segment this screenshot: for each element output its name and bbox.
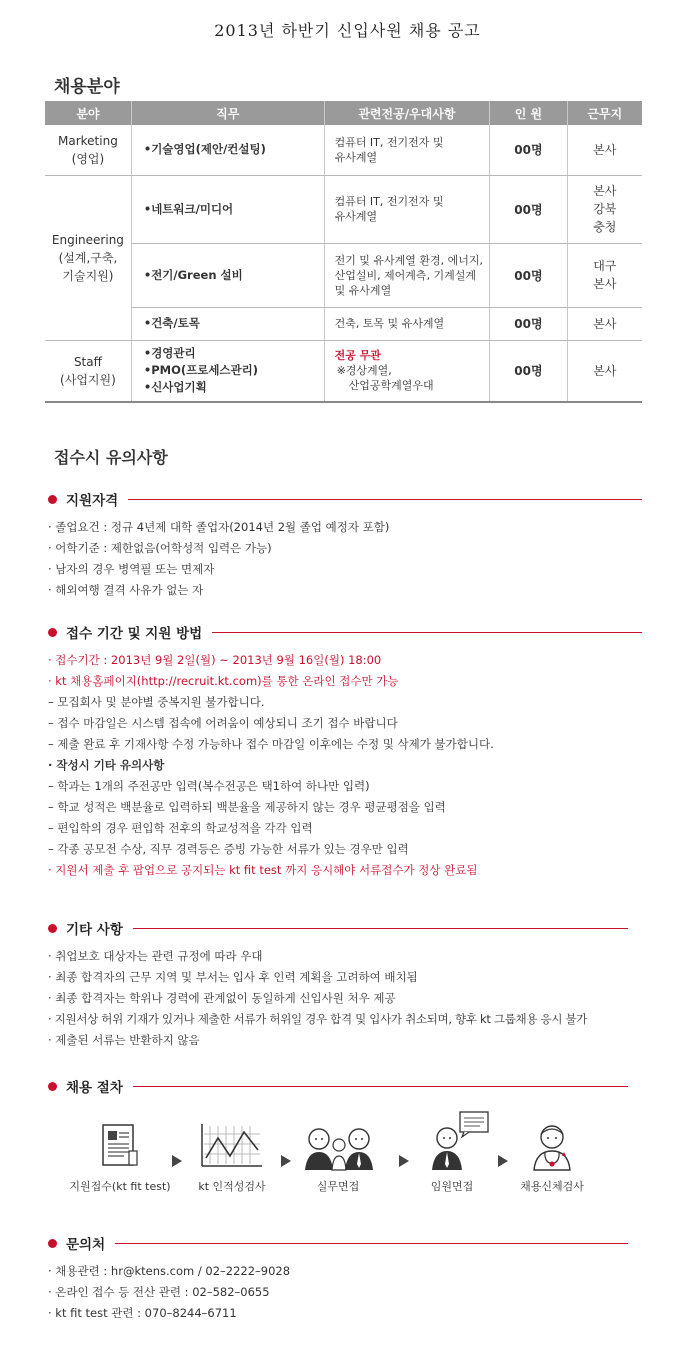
bullet-dot-icon [48, 495, 57, 504]
major-line: 전기 및 유사계열 환경, 에너지, [334, 253, 484, 267]
dept-sub: (사업지원) [60, 372, 116, 387]
job-cell [131, 340, 324, 402]
dept-cell [45, 340, 131, 402]
dept-cell [45, 125, 131, 175]
dept-sub: 기술지원) [62, 268, 114, 283]
count-cell: 00명 [490, 125, 567, 175]
final-note: · 지원서 제출 후 팝업으로 공지되는 kt fit test 까지 응시해야 서류접수가 정상 완료됨 [48, 863, 478, 877]
list-item: · 온라인 접수 등 전산 관련 : 02–582–0655 [48, 1285, 270, 1299]
count-cell: 00명 [490, 340, 567, 402]
location-line: 강북 [593, 202, 617, 216]
step-label: kt 인적성검사 [198, 1180, 266, 1193]
dept-cell [45, 175, 131, 340]
section-divider [133, 928, 628, 929]
step-label: 실무면접 [316, 1180, 360, 1193]
application-period: · 접수기간 : 2013년 9월 2일(월) ~ 2013년 9월 16일(월) 18:00 [48, 653, 382, 667]
list-item: · 최종 합격자는 학위나 경력에 관계없이 동일하게 신입사원 처우 제공 [48, 991, 396, 1005]
table-header-row [45, 101, 642, 125]
job-line: •PMO(프로세스관리) [143, 363, 259, 378]
location-cell: 본사 [567, 125, 642, 175]
location-line: 본사 [593, 277, 617, 291]
major-cell [324, 340, 490, 402]
count-cell: 00명 [490, 243, 567, 307]
arrow-right-icon [399, 1155, 409, 1167]
chart-icon [198, 1122, 264, 1170]
section-title: 문의처 [66, 1237, 106, 1253]
dept-name: Marketing [58, 133, 118, 148]
section-title: 기타 사항 [66, 922, 123, 938]
step-label: 채용신체검사 [520, 1180, 584, 1193]
section-title: 지원자격 [66, 493, 119, 509]
location-line: 충청 [593, 220, 617, 234]
count-cell: 00명 [490, 175, 567, 243]
arrow-right-icon [172, 1155, 182, 1167]
notes-heading: 접수시 유의사항 [54, 448, 168, 467]
positions-table [45, 101, 642, 403]
major-cell [324, 175, 490, 243]
col-header-major: 관련전공/우대사항 [324, 101, 490, 125]
col-header-count: 인 원 [490, 101, 567, 125]
bullet-dot-icon [48, 924, 57, 933]
list-item: · 졸업요건 : 정규 4년제 대학 졸업자(2014년 2월 졸업 예정자 포함) [48, 520, 390, 534]
location-cell: 본사 [567, 307, 642, 340]
job-cell: •네트워크/미디어 [131, 175, 324, 243]
step-label: 임원면접 [430, 1180, 474, 1193]
list-item: – 편입학의 경우 편입학 전후의 학교성적을 각각 입력 [48, 821, 313, 835]
job-cell: •건축/토목 [131, 307, 324, 340]
major-line: 컴퓨터 IT, 전기전자 및 [334, 195, 444, 208]
dept-name: Engineering [51, 232, 124, 247]
etc-section [48, 918, 628, 1051]
job-cell: •기술영업(제안/컨설팅) [131, 125, 324, 175]
list-item: · 제출된 서류는 반환하지 않음 [48, 1033, 200, 1047]
location-cell [567, 243, 642, 307]
application-method: · kt 채용홈페이지(http://recruit.kt.com)를 통한 온라인 접수만 가능 [48, 674, 399, 688]
list-item: · 채용관련 : hr@ktens.com / 02–2222–9028 [48, 1264, 291, 1278]
major-line: 컴퓨터 IT, 전기전자 및 [334, 135, 444, 149]
location-line: 대구 [593, 259, 617, 273]
section-title: 접수 기간 및 지원 방법 [66, 626, 203, 642]
table-row [45, 125, 642, 175]
list-item: · 어학기준 : 제한없음(어학성적 입력은 가능) [48, 541, 272, 555]
major-highlight: 전공 무관 [334, 349, 381, 363]
col-header-job: 직무 [131, 101, 324, 125]
dept-sub: (영업) [71, 151, 105, 166]
positions-heading: 채용분야 [54, 77, 120, 97]
arrow-right-icon [281, 1155, 291, 1167]
major-cell [324, 243, 490, 307]
job-line: •신사업기획 [143, 380, 207, 395]
major-line: 유사계열 [334, 150, 378, 164]
major-line: 산업설비, 제어계측, 기계설계 [334, 268, 477, 282]
page-title: 2013년 하반기 신입사원 채용 공고 [214, 21, 481, 40]
location-line: 본사 [593, 184, 617, 198]
table-row [45, 243, 642, 307]
list-item: · 남자의 경우 병역필 또는 면제자 [48, 562, 215, 576]
list-item: – 학교 성적은 백분율로 입력하되 백분율을 제공하지 않는 경우 평균평점을 입력 [48, 800, 446, 814]
step-label: 지원접수(kt fit test) [69, 1180, 171, 1193]
list-item: · kt fit test 관련 : 070–8244–6711 [48, 1306, 237, 1320]
dept-name: Staff [73, 354, 102, 369]
table-row [45, 307, 642, 340]
list-item: – 각종 공모전 수상, 직무 경력등은 증빙 가능한 서류가 있는 경우만 입력 [48, 842, 409, 856]
bullet-dot-icon [48, 628, 57, 637]
list-item: · 최종 합격자의 근무 지역 및 부서는 입사 후 인력 계획을 고려하여 배치됨 [48, 970, 418, 984]
major-line: 유사계열 [334, 210, 378, 223]
col-header-dept: 분야 [45, 101, 131, 125]
medical-checkup-icon [528, 1122, 576, 1172]
section-title: 채용 절차 [66, 1080, 123, 1096]
dept-sub: (설계,구축, [58, 250, 118, 265]
major-cell: 건축, 토목 및 유사계열 [324, 307, 490, 340]
major-note: 산업공학계열우대 [348, 379, 434, 393]
list-item: – 모집회사 및 분야별 중복지원 불가합니다. [48, 695, 265, 709]
table-row [45, 175, 642, 243]
bullet-dot-icon [48, 1082, 57, 1091]
section-divider [212, 632, 642, 633]
table-row [45, 340, 642, 402]
job-line: •경영관리 [143, 346, 196, 361]
list-item: – 접수 마감일은 시스템 접속에 어려움이 예상되니 조기 접수 바랍니다 [48, 716, 398, 730]
list-item: – 학과는 1개의 주전공만 입력(복수전공은 택1하여 하나만 입력) [48, 779, 370, 793]
section-divider [133, 1086, 628, 1087]
major-cell [324, 125, 490, 175]
qualification-section [48, 489, 642, 601]
major-note: ※경상계열, [336, 364, 392, 378]
writing-notes-title: · 작성시 기타 유의사항 [48, 758, 165, 772]
major-line: 및 유사계열 [334, 283, 392, 297]
count-cell: 00명 [490, 307, 567, 340]
list-item: · 취업보호 대상자는 관련 규정에 따라 우대 [48, 949, 263, 963]
application-section [48, 622, 642, 881]
location-cell [567, 175, 642, 243]
document-icon [100, 1121, 140, 1169]
col-header-location: 근무지 [567, 101, 642, 125]
section-divider [128, 499, 642, 500]
list-item: · 지원서상 허위 기재가 있거나 제출한 서류가 허위일 경우 합격 및 입사가 취소되며, 향후 kt 그룹채용 응시 불가 [48, 1012, 588, 1026]
contact-section [48, 1233, 628, 1324]
job-cell: •전기/Green 설비 [131, 243, 324, 307]
interviewers-icon [302, 1126, 376, 1172]
arrow-right-icon [498, 1155, 508, 1167]
executive-icon [428, 1110, 492, 1172]
list-item: – 제출 완료 후 기재사항 수정 가능하나 접수 마감일 이후에는 수정 및 삭제가 불가합니다. [48, 737, 494, 751]
section-divider [115, 1243, 628, 1244]
process-section [48, 1076, 628, 1096]
list-item: · 해외여행 결격 사유가 없는 자 [48, 583, 204, 597]
location-cell: 본사 [567, 340, 642, 402]
bullet-dot-icon [48, 1239, 57, 1248]
